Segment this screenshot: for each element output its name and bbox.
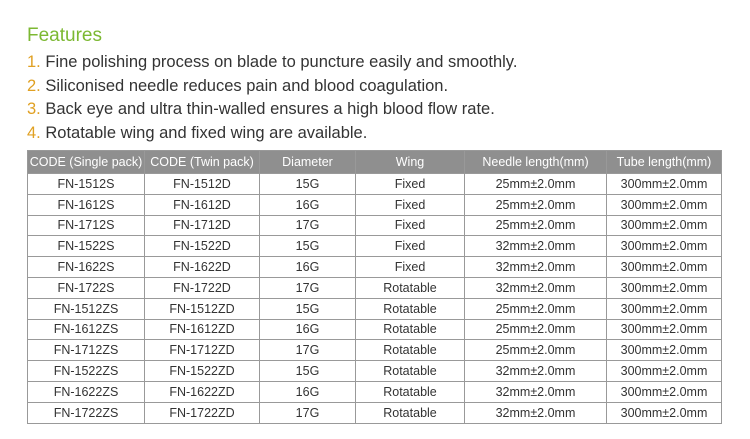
cell-needle-length: 25mm±2.0mm bbox=[465, 319, 607, 340]
feature-item bbox=[27, 98, 517, 122]
features-list bbox=[27, 51, 517, 145]
cell-code-twin: FN-1722ZD bbox=[145, 402, 260, 423]
feature-text: Siliconised needle reduces pain and blood coagulation. bbox=[45, 76, 449, 95]
cell-diameter: 16G bbox=[260, 319, 356, 340]
cell-needle-length: 32mm±2.0mm bbox=[465, 402, 607, 423]
header-tube-length: Tube length(mm) bbox=[607, 151, 722, 174]
cell-diameter: 15G bbox=[260, 174, 356, 195]
cell-wing: Rotatable bbox=[356, 319, 465, 340]
cell-code-single: FN-1722ZS bbox=[28, 402, 145, 423]
cell-wing: Fixed bbox=[356, 174, 465, 195]
cell-tube-length: 300mm±2.0mm bbox=[607, 381, 722, 402]
cell-code-twin: FN-1712D bbox=[145, 215, 260, 236]
cell-code-twin: FN-1622D bbox=[145, 257, 260, 278]
cell-code-single: FN-1612ZS bbox=[28, 319, 145, 340]
cell-diameter: 16G bbox=[260, 381, 356, 402]
cell-code-single: FN-1522ZS bbox=[28, 361, 145, 382]
cell-wing: Rotatable bbox=[356, 402, 465, 423]
cell-tube-length: 300mm±2.0mm bbox=[607, 402, 722, 423]
cell-code-single: FN-1612S bbox=[28, 194, 145, 215]
cell-code-twin: FN-1512ZD bbox=[145, 298, 260, 319]
feature-text: Back eye and ultra thin-walled ensures a high blood flow rate. bbox=[45, 100, 495, 118]
table-row bbox=[28, 381, 722, 402]
cell-tube-length: 300mm±2.0mm bbox=[607, 340, 722, 361]
cell-wing: Fixed bbox=[356, 194, 465, 215]
cell-needle-length: 32mm±2.0mm bbox=[465, 257, 607, 278]
cell-code-twin: FN-1612ZD bbox=[145, 319, 260, 340]
cell-wing: Rotatable bbox=[356, 361, 465, 382]
feature-text: Rotatable wing and fixed wing are available. bbox=[45, 123, 368, 142]
cell-code-twin: FN-1512D bbox=[145, 174, 260, 195]
cell-wing: Fixed bbox=[356, 215, 465, 236]
table-row bbox=[28, 194, 722, 215]
table-row bbox=[28, 257, 722, 278]
cell-code-twin: FN-1622ZD bbox=[145, 381, 260, 402]
cell-code-single: FN-1622S bbox=[28, 257, 145, 278]
cell-diameter: 15G bbox=[260, 361, 356, 382]
cell-code-single: FN-1712S bbox=[28, 215, 145, 236]
cell-wing: Rotatable bbox=[356, 381, 465, 402]
table-row bbox=[28, 174, 722, 195]
feature-item bbox=[27, 75, 517, 99]
cell-code-single: FN-1512S bbox=[28, 174, 145, 195]
cell-needle-length: 25mm±2.0mm bbox=[465, 174, 607, 195]
cell-diameter: 17G bbox=[260, 215, 356, 236]
header-needle-length: Needle length(mm) bbox=[465, 151, 607, 174]
spec-table bbox=[27, 150, 722, 424]
feature-item bbox=[27, 51, 517, 75]
cell-diameter: 16G bbox=[260, 194, 356, 215]
cell-tube-length: 300mm±2.0mm bbox=[607, 257, 722, 278]
cell-tube-length: 300mm±2.0mm bbox=[607, 236, 722, 257]
header-wing: Wing bbox=[356, 151, 465, 174]
table-row bbox=[28, 215, 722, 236]
cell-needle-length: 25mm±2.0mm bbox=[465, 194, 607, 215]
cell-wing: Rotatable bbox=[356, 298, 465, 319]
feature-number: 3. bbox=[27, 100, 41, 118]
header-diameter: Diameter bbox=[260, 151, 356, 174]
cell-wing: Fixed bbox=[356, 236, 465, 257]
cell-tube-length: 300mm±2.0mm bbox=[607, 194, 722, 215]
cell-code-twin: FN-1612D bbox=[145, 194, 260, 215]
cell-code-single: FN-1722S bbox=[28, 277, 145, 298]
cell-code-single: FN-1622ZS bbox=[28, 381, 145, 402]
table-row bbox=[28, 277, 722, 298]
cell-wing: Rotatable bbox=[356, 277, 465, 298]
cell-code-twin: FN-1712ZD bbox=[145, 340, 260, 361]
features-heading: Features bbox=[27, 25, 102, 46]
table-header-row bbox=[28, 151, 722, 174]
table-body bbox=[28, 174, 722, 424]
cell-tube-length: 300mm±2.0mm bbox=[607, 319, 722, 340]
cell-tube-length: 300mm±2.0mm bbox=[607, 215, 722, 236]
cell-needle-length: 32mm±2.0mm bbox=[465, 277, 607, 298]
cell-diameter: 16G bbox=[260, 257, 356, 278]
cell-tube-length: 300mm±2.0mm bbox=[607, 277, 722, 298]
cell-code-twin: FN-1522ZD bbox=[145, 361, 260, 382]
cell-needle-length: 25mm±2.0mm bbox=[465, 340, 607, 361]
table-row bbox=[28, 236, 722, 257]
cell-code-single: FN-1512ZS bbox=[28, 298, 145, 319]
cell-needle-length: 32mm±2.0mm bbox=[465, 361, 607, 382]
cell-needle-length: 32mm±2.0mm bbox=[465, 236, 607, 257]
cell-needle-length: 32mm±2.0mm bbox=[465, 381, 607, 402]
feature-text: Fine polishing process on blade to puncture easily and smoothly. bbox=[45, 53, 518, 71]
feature-number: 4. bbox=[27, 123, 41, 142]
cell-wing: Rotatable bbox=[356, 340, 465, 361]
cell-tube-length: 300mm±2.0mm bbox=[607, 298, 722, 319]
cell-tube-length: 300mm±2.0mm bbox=[607, 361, 722, 382]
cell-diameter: 15G bbox=[260, 236, 356, 257]
table-row bbox=[28, 361, 722, 382]
header-code-single: CODE (Single pack) bbox=[28, 151, 145, 174]
cell-tube-length: 300mm±2.0mm bbox=[607, 174, 722, 195]
cell-needle-length: 25mm±2.0mm bbox=[465, 298, 607, 319]
cell-code-single: FN-1522S bbox=[28, 236, 145, 257]
cell-needle-length: 25mm±2.0mm bbox=[465, 215, 607, 236]
cell-diameter: 17G bbox=[260, 277, 356, 298]
table-row bbox=[28, 319, 722, 340]
feature-number: 2. bbox=[27, 76, 41, 95]
feature-number: 1. bbox=[27, 53, 41, 71]
cell-diameter: 17G bbox=[260, 402, 356, 423]
cell-code-twin: FN-1522D bbox=[145, 236, 260, 257]
header-code-twin: CODE (Twin pack) bbox=[145, 151, 260, 174]
cell-diameter: 15G bbox=[260, 298, 356, 319]
cell-wing: Fixed bbox=[356, 257, 465, 278]
cell-diameter: 17G bbox=[260, 340, 356, 361]
cell-code-twin: FN-1722D bbox=[145, 277, 260, 298]
feature-item bbox=[27, 122, 517, 146]
table-row bbox=[28, 402, 722, 423]
table-row bbox=[28, 340, 722, 361]
cell-code-single: FN-1712ZS bbox=[28, 340, 145, 361]
table-row bbox=[28, 298, 722, 319]
